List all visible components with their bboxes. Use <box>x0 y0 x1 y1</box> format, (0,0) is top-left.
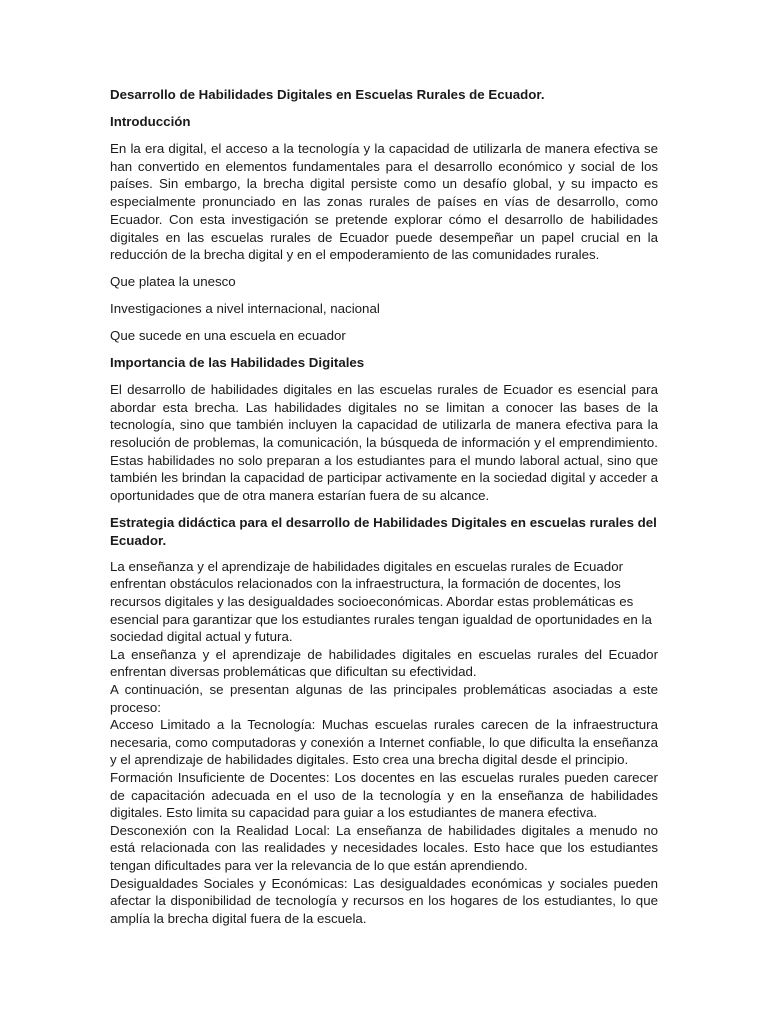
intro-heading: Introducción <box>110 114 191 129</box>
note-unesco: Que platea la unesco <box>110 273 236 289</box>
problem-access: Acceso Limitado a la Tecnología: Muchas escuelas rurales carecen de la infraestructura necesaria, como computadoras y conexión a Internet confiable, lo que dificulta la enseñanza y el aprendizaje de habilidades digitales. Esto crea una brecha digital desde el principio. <box>110 717 658 768</box>
note-research: Investigaciones a nivel internacional, nacional <box>110 300 380 316</box>
importance-paragraph: El desarrollo de habilidades digitales en las escuelas rurales de Ecuador es esencial para abordar esta brecha. Las habilidades digitales no se limitan a conocer las bases de la tecnología, sino que también incluyen la capacidad de utilizarla de manera efectiva para la resolución de problemas, la comunicación, la búsqueda de información y el emprendimiento. Estas habilidades no solo preparan a los estudiantes para el mundo laboral actual, sino que también les brindan la capacidad de participar activamente en la sociedad digital y acceder a oportunidades que de otra manera estarían fuera de su alcance. <box>110 381 658 504</box>
strategy-paragraph-1: La enseñanza y el aprendizaje de habilidades digitales en escuelas rurales de Ecuador enfrentan obstáculos relacionados con la infraestructura, la formación de docentes, los recursos digitales y las desigualdades socioeconómicas. Abordar estas problemáticas es esencial para garantizar que los estudiantes rurales tengan igualdad de oportunidades en la sociedad digital actual y futura. <box>110 558 652 645</box>
note-ecuador-school: Que sucede en una escuela en ecuador <box>110 327 346 343</box>
strategy-paragraph-3: A continuación, se presentan algunas de las principales problemáticas asociadas a este proceso: <box>110 682 658 715</box>
document-title: Desarrollo de Habilidades Digitales en Escuelas Rurales de Ecuador. <box>110 87 545 102</box>
importance-heading: Importancia de las Habilidades Digitales <box>110 354 365 370</box>
problem-disconnection: Desconexión con la Realidad Local: La enseñanza de habilidades digitales a menudo no está relacionada con las realidades y necesidades locales. Esto hace que los estudiantes tengan dificultades para ver la relevancia de lo que están aprendiendo. <box>110 822 658 873</box>
strategy-paragraph-2: La enseñanza y el aprendizaje de habilidades digitales en escuelas rurales del Ecuador enfrentan diversas problemáticas que dificultan su efectividad. <box>110 646 658 680</box>
document-page <box>110 86 658 927</box>
problem-training: Formación Insuficiente de Docentes: Los docentes en las escuelas rurales pueden carecer de capacitación adecuada en el uso de la tecnología y en la enseñanza de habilidades digitales. Esto limita su capacidad para guiar a los estudiantes de manera efectiva. <box>110 769 658 821</box>
strategy-heading: Estrategia didáctica para el desarrollo de Habilidades Digitales en escuelas rurales del Ecuador. <box>110 514 657 548</box>
problem-inequality: Desigualdades Sociales y Económicas: Las desigualdades económicas y sociales pueden afectar la disponibilidad de tecnología y recursos en los hogares de los estudiantes, lo que amplía la brecha digital fuera de la escuela. <box>110 875 658 926</box>
intro-paragraph: En la era digital, el acceso a la tecnología y la capacidad de utilizarla de manera efectiva se han convertido en elementos fundamentales para el desarrollo económico y social de los países. Sin embargo, la brecha digital persiste como un desafío global, y su impacto es especialmente pronunciado en las zonas rurales de países en vías de desarrollo, como Ecuador. Con esta investigación se pretende explorar cómo el desarrollo de habilidades digitales en las escuelas rurales de Ecuador puede desempeñar un papel crucial en la reducción de la brecha digital y en el empoderamiento de las comunidades rurales. <box>110 141 658 263</box>
